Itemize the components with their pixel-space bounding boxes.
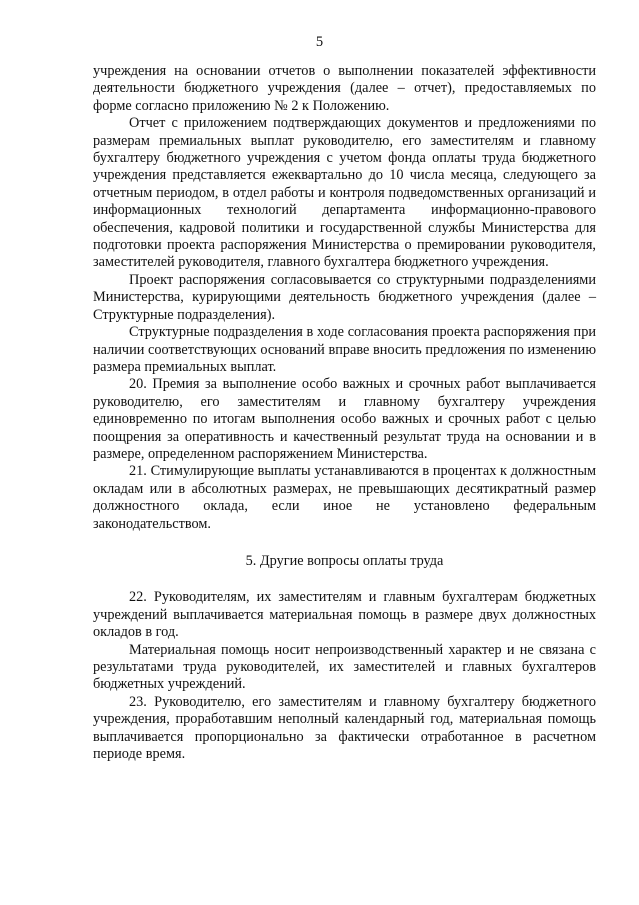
paragraph: Проект распоряжения согласовывается со структурными подразделениями Министерства, курирующими деятельность бюджетного учреждения (далее – Структурные подразделения). — [93, 271, 596, 323]
section-heading: 5. Другие вопросы оплаты труда — [245, 552, 444, 569]
paragraph: Материальная помощь носит непроизводственный характер и не связана с результатами труда руководителей, их заместителей и главных бухгалтеров бюджетных учреждений. — [93, 641, 596, 693]
paragraph: учреждения на основании отчетов о выполнении показателей эффективности деятельности бюджетного учреждения (далее – отчет), предоставляемых по форме согласно приложению № 2 к Положению. — [93, 63, 596, 114]
paragraph-item-21: 21. Стимулирующие выплаты устанавливаются в процентах к должностным окладам или в абсолютных размерах, не превышающих десятикратный размер должностного оклада, если иное не установлено федеральным законодательством. — [93, 463, 596, 532]
paragraph-item-20: 20. Премия за выполнение особо важных и срочных работ выплачивается руководителю, его заместителям и главному бухгалтеру учреждения единовременно по итогам выполнения особо важных и срочных работ с целью поощрения за оперативность и качественный результат труда на основании и в размере, определенном распоряжением Министерства. — [93, 376, 596, 462]
paragraph-item-23: 23. Руководителю, его заместителям и главному бухгалтеру бюджетного учреждения, проработавшим неполный календарный год, материальная помощь выплачивается пропорционально за фактически отработанное в расчетном периоде время. — [93, 693, 596, 763]
paragraph: Структурные подразделения в ходе согласования проекта распоряжения при наличии соответствующих оснований вправе вносить предложения по изменению размера премиальных выплат. — [93, 324, 596, 375]
paragraph-item-22: 22. Руководителям, их заместителям и главным бухгалтерам бюджетных учреждений выплачивается материальная помощь в размере двух должностных окладов в год. — [93, 589, 596, 641]
document-body — [93, 63, 596, 763]
page-number: 5 — [315, 34, 324, 50]
paragraph: Отчет с приложением подтверждающих документов и предложениями по размерам премиальных выплат руководителю, его заместителям и главному бухгалтеру бюджетного учреждения с учетом фонда оплаты труда бюджетного учреждения представляется ежеквартально до 10 числа месяца, следующего за отчетным периодом, в отдел работы и контроля подведомственных организаций и информационных технологий департамента информационно-правового обеспечения, кадровой политики и государственной службы Министерства для подготовки проекта распоряжения Министерства о премировании руководителя, заместителей руководителя, главного бухгалтера бюджетного учреждения. — [93, 115, 596, 271]
